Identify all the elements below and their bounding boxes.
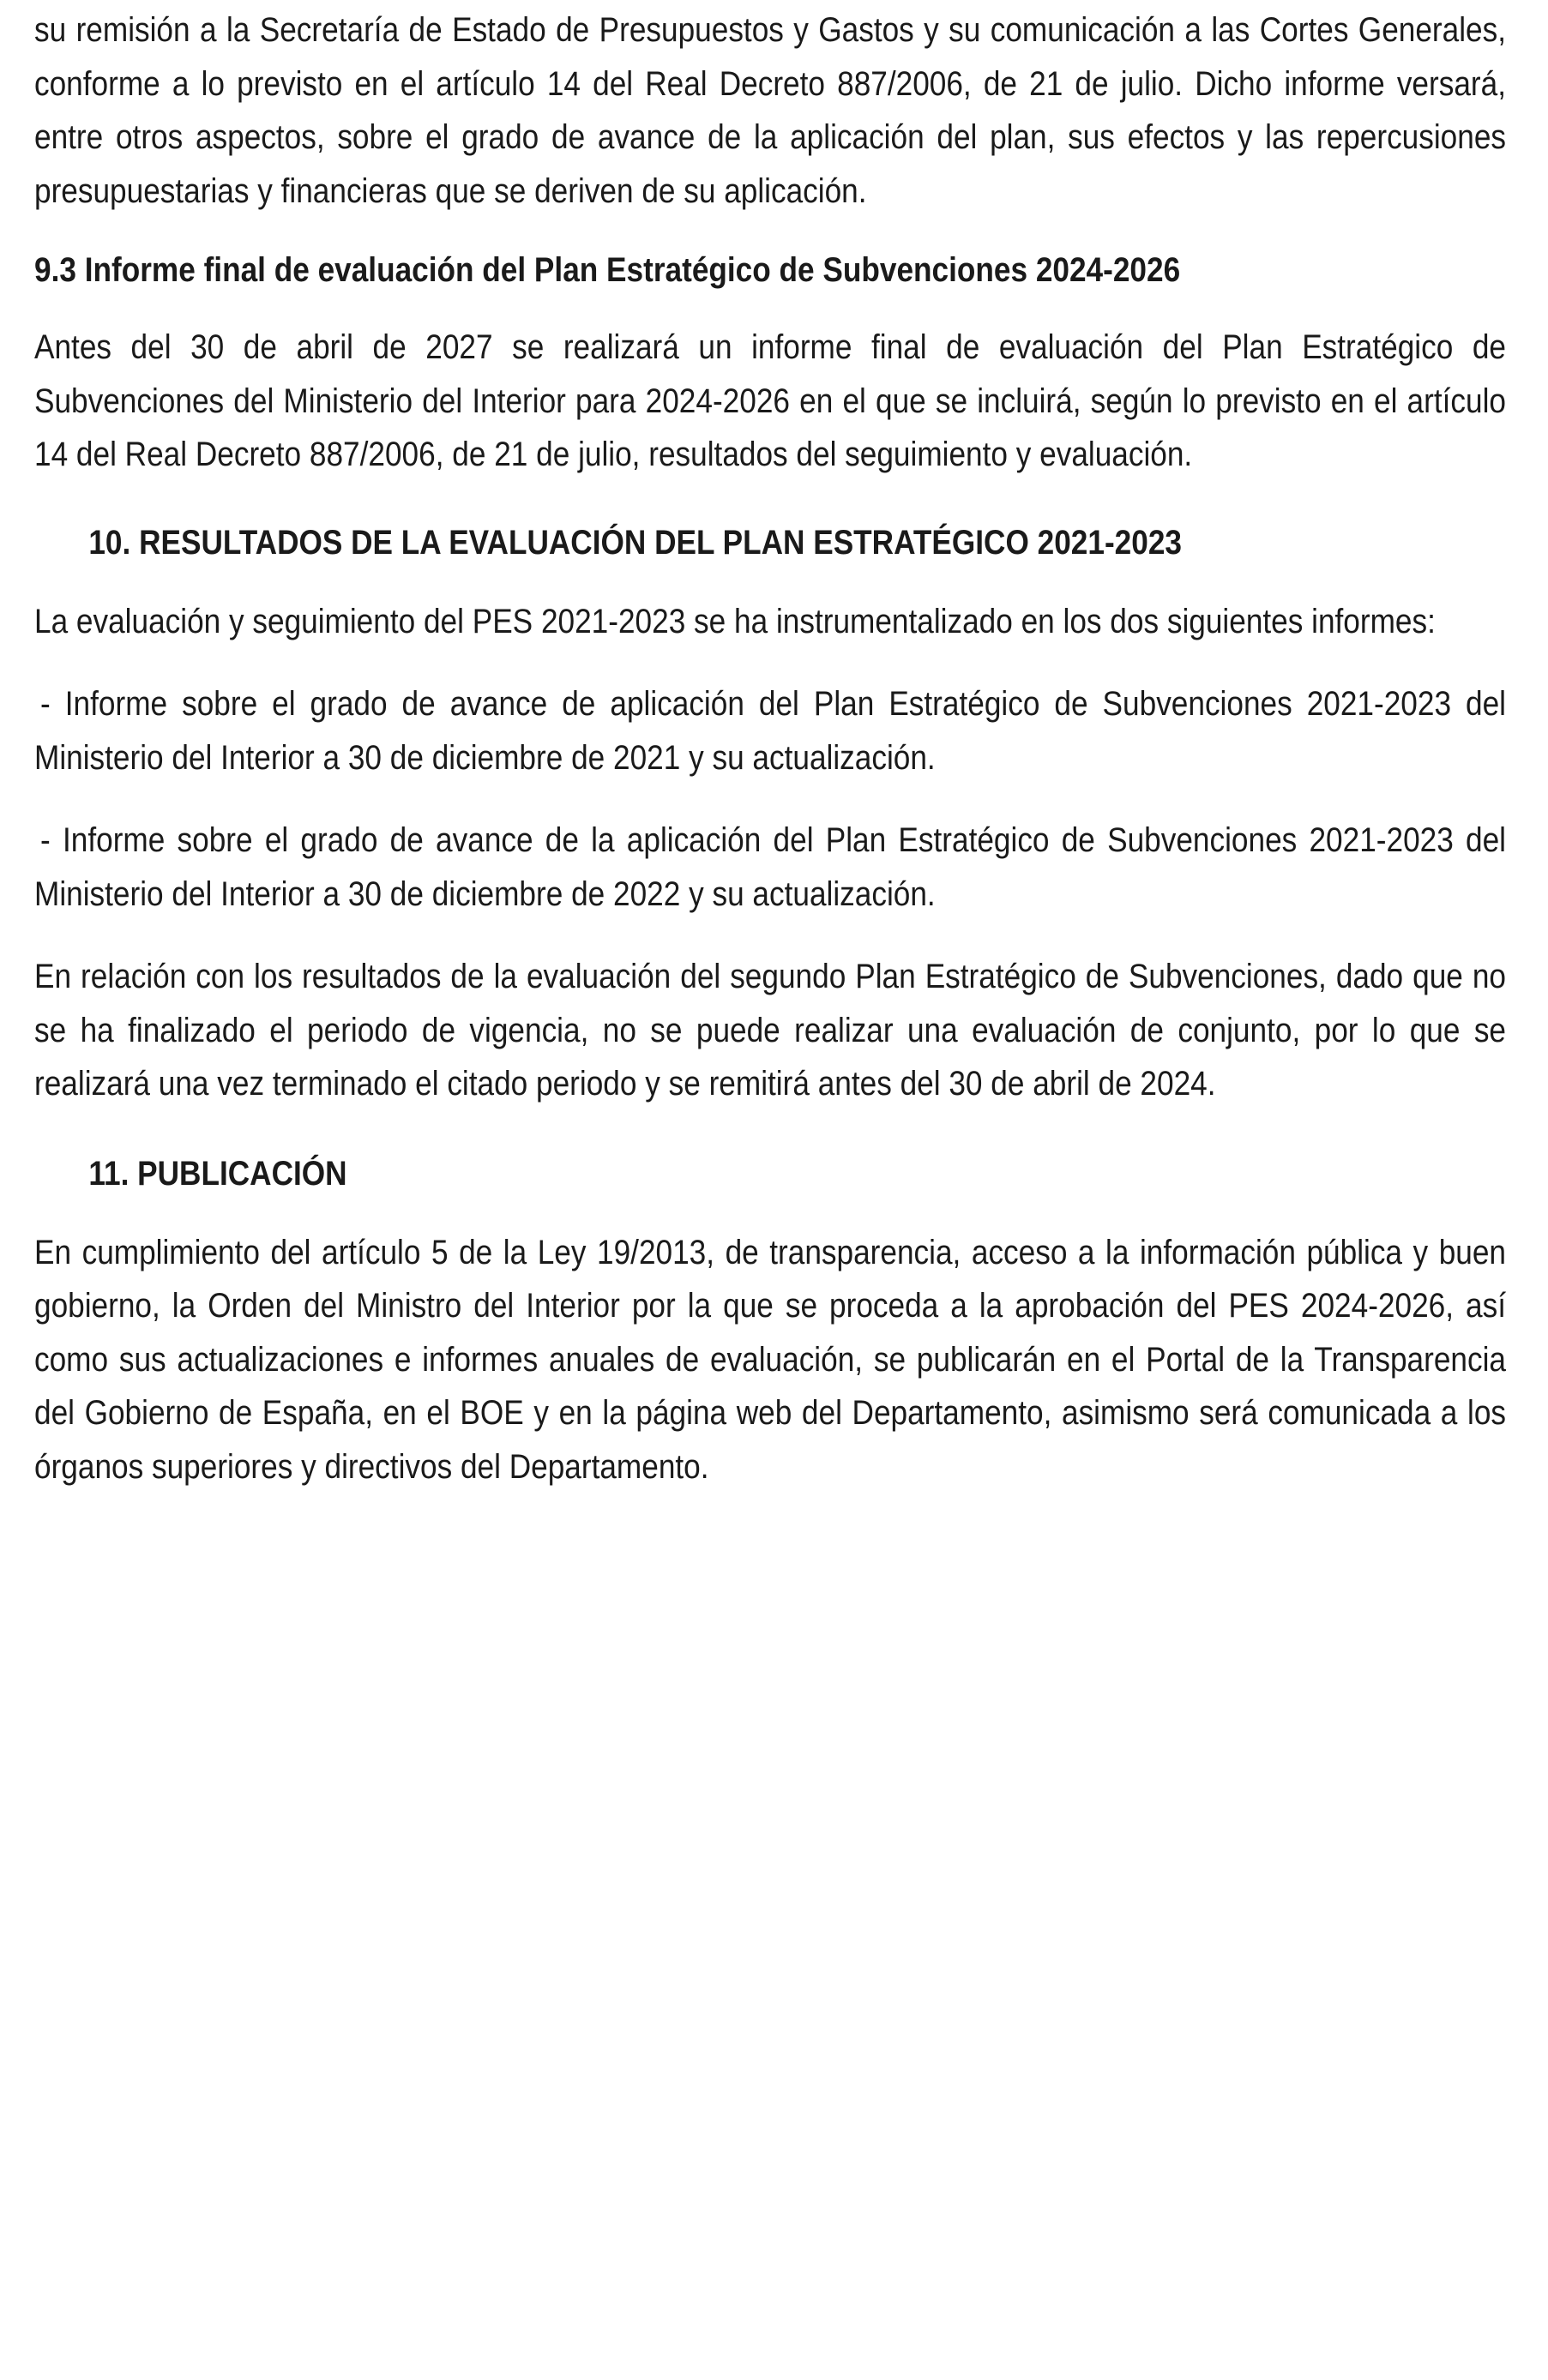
paragraph-10-results: En relación con los resultados de la evaluación del segundo Plan Estratégico de Subvenciones, dado que no se ha finalizado el periodo de vigencia, no se puede realizar una evaluación de conjunto, por lo que se realizará una vez terminado el citado periodo y se remitirá antes del 30 de abril de 2024. <box>34 958 1506 1103</box>
paragraph-11: En cumplimiento del artículo 5 de la Ley 19/2013, de transparencia, acceso a la información pública y buen gobierno, la Orden del Ministro del Interior por la que se proceda a la aprobación del PES 2024-2026, así como sus actualizaciones e informes anuales de evaluación, se publicarán en el Portal de la Transparencia del Gobierno de España, en el BOE y en la página web del Departamento, asimismo será comunicada a los órganos superiores y directivos del Departamento. <box>34 1233 1506 1486</box>
list-item-report-2022: - Informe sobre el grado de avance de la aplicación del Plan Estratégico de Subvenciones 2021-2023 del Ministerio del Interior a 30 de diciembre de 2022 y su actualización. <box>34 821 1506 913</box>
heading-10: 10. RESULTADOS DE LA EVALUACIÓN DEL PLAN ESTRATÉGICO 2021-2023 <box>88 523 1182 562</box>
paragraph-intro: su remisión a la Secretaría de Estado de Presupuestos y Gastos y su comunicación a las Cortes Generales, conforme a lo previsto en el artículo 14 del Real Decreto 887/2006, de 21 de julio. Dicho informe versará, entre otros aspectos, sobre el grado de avance de la aplicación del plan, sus efectos y las repercusiones presupuestarias y financieras que se deriven de su aplicación. <box>34 11 1506 210</box>
heading-9-3: 9.3 Informe final de evaluación del Plan Estratégico de Subvenciones 2024-2026 <box>34 251 1181 289</box>
document-body <box>34 3 1506 1494</box>
paragraph-9-3: Antes del 30 de abril de 2027 se realizará un informe final de evaluación del Plan Estratégico de Subvenciones del Ministerio del Interior para 2024-2026 en el que se incluirá, según lo previsto en el artículo 14 del Real Decreto 887/2006, de 21 de julio, resultados del seguimiento y evaluación. <box>34 328 1506 473</box>
heading-11: 11. PUBLICACIÓN <box>88 1154 347 1193</box>
list-item-report-2021: - Informe sobre el grado de avance de aplicación del Plan Estratégico de Subvenciones 2021-2023 del Ministerio del Interior a 30 de diciembre de 2021 y su actualización. <box>34 685 1506 777</box>
paragraph-10-intro: La evaluación y seguimiento del PES 2021-2023 se ha instrumentalizado en los dos siguientes informes: <box>34 602 1436 640</box>
document-page <box>34 0 1506 1494</box>
